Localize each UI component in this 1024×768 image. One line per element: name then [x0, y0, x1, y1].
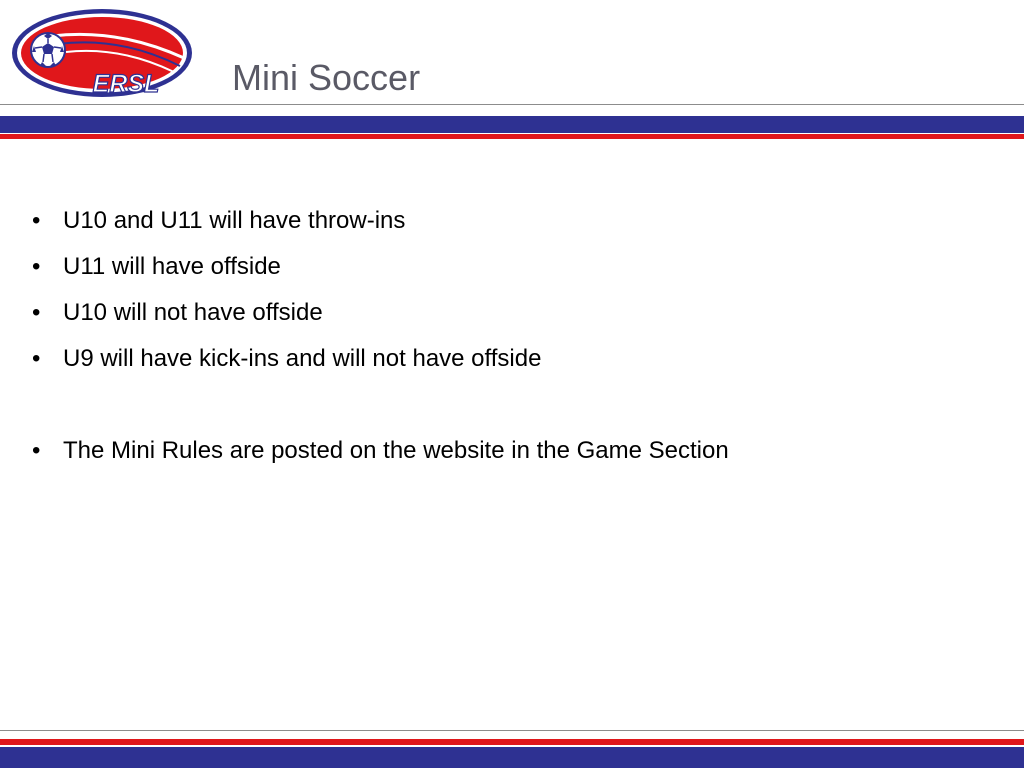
- bullet-dot: •: [32, 437, 41, 464]
- logo-wordmark: ERSL: [92, 70, 160, 98]
- bullet-item: [32, 244, 992, 290]
- bullet-dot: •: [32, 253, 41, 280]
- bullet-dot: •: [32, 299, 41, 326]
- bullet-item: [32, 428, 992, 474]
- bullet-text: The Mini Rules are posted on the website in the Game Section: [63, 437, 729, 464]
- slide-title: Mini Soccer: [232, 57, 421, 98]
- header-blue-band: [0, 116, 1024, 133]
- bullet-item: [32, 290, 992, 336]
- header-red-band: [0, 134, 1024, 139]
- footer-red-band: [0, 739, 1024, 745]
- bullet-text: U11 will have offside: [63, 253, 281, 280]
- bullet-spacer: [32, 382, 992, 428]
- bullet-item: [32, 198, 992, 244]
- ersl-logo: [8, 6, 196, 100]
- footer-blue-band: [0, 747, 1024, 768]
- bullet-dot: •: [32, 207, 41, 234]
- bullet-text: U10 and U11 will have throw-ins: [63, 207, 406, 234]
- bullet-dot: •: [32, 345, 41, 372]
- header-divider-line: [0, 104, 1024, 105]
- bullet-text: U9 will have kick-ins and will not have offside: [63, 345, 542, 372]
- bullet-item: [32, 336, 992, 382]
- bullet-list: [32, 198, 992, 474]
- footer-divider-line: [0, 730, 1024, 731]
- soccer-ball-icon: [31, 33, 65, 67]
- bullet-text: U10 will not have offside: [63, 299, 323, 326]
